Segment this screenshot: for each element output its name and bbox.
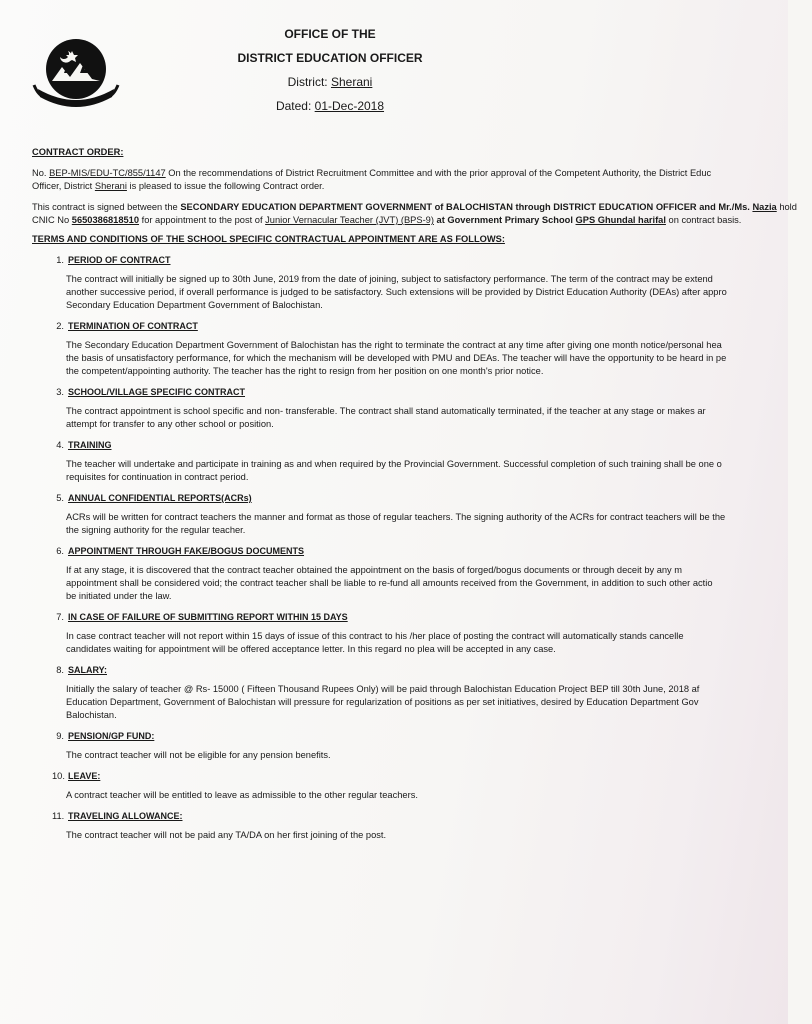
term-section [32,545,812,603]
term-section-title: SCHOOL/VILLAGE SPECIFIC CONTRACT [68,387,246,397]
header-line-office: OFFICE OF THE [284,27,376,41]
term-section [32,770,812,802]
header-dated: Dated: 01-Dec-2018 [275,99,385,113]
term-section-line: another successive period, if overall performance is judged to be satisfactory. Such extensions will be provided by District Education Authority (DEAs) after appro [66,287,727,297]
term-section [32,320,812,378]
header-line-deo: DISTRICT EDUCATION OFFICER [237,51,423,65]
term-section-number: 1. [56,255,64,265]
term-section-number: 10. [52,771,65,781]
term-section-line: In case contract teacher will not report within 15 days of issue of this contract to his /her place of posting the contract will automatically stands cancelle [66,631,684,641]
term-section-title: APPOINTMENT THROUGH FAKE/BOGUS DOCUMENTS [68,546,305,556]
contract-order-paragraph-2: This contract is signed between the SECONDARY EDUCATION DEPARTMENT GOVERNMENT of BALOCHISTAN through DISTRICT EDUCATION OFFICER and Mr./Ms. Nazia hold CNIC No 5650386818510 for appointment to the post of Junior Vernacular Teacher (JVT) (BPS-9) at Government Primary School GPS Ghundal harifal on contract basis. [32,202,797,225]
term-section-heading [52,770,812,783]
term-section [32,810,812,842]
term-section-body [52,789,812,802]
term-section-title: ANNUAL CONFIDENTIAL REPORTS(ACRs) [68,493,252,503]
term-section [32,386,812,431]
term-section [32,254,812,312]
term-section-title: IN CASE OF FAILURE OF SUBMITTING REPORT WITHIN 15 DAYS [68,612,348,622]
term-section-body [52,683,812,722]
term-section-line: attempt for transfer to any other school or position. [66,419,274,429]
term-section-number: 9. [56,731,64,741]
terms-sections [32,254,812,842]
district-value: Sherani [330,75,373,89]
term-section-line: Initially the salary of teacher @ Rs- 15000 ( Fifteen Thousand Rupees Only) will be paid through Balochistan Education Project BEP till 30th June, 2018 af [66,684,700,694]
term-section-title: TRAVELING ALLOWANCE: [68,811,183,821]
terms-title: TERMS AND CONDITIONS OF THE SCHOOL SPECIFIC CONTRACTUAL APPOINTMENT ARE AS FOLLOWS: [32,234,505,244]
term-section-line: Balochistan. [66,710,117,720]
term-section-line: The teacher will undertake and participate in training as and when required by the Provincial Government. Successful completion of such training shall be one o [66,459,722,469]
term-section-line: ACRs will be written for contract teachers the manner and format as those of regular teachers. The signing authority of the ACRs for contract teachers will be the [66,512,726,522]
term-section-number: 5. [56,493,64,503]
term-section [32,664,812,722]
term-section-line: The contract teacher will not be eligible for any pension benefits. [66,750,331,760]
term-section-line: candidates waiting for appointment will be offered acceptance letter. In this regard no plea will be accepted in any case. [66,644,556,654]
term-section-number: 2. [56,321,64,331]
term-section-line: requisites for continuation in contract period. [66,472,249,482]
term-section-heading [52,810,812,823]
term-section-heading [52,492,812,505]
term-section-heading [52,611,812,624]
term-section-line: the competent/appointing authority. The teacher has the right to resign from her position on one month's prior notice. [66,366,544,376]
term-section-line: A contract teacher will be entitled to leave as admissible to the other regular teachers. [66,790,418,800]
cnic-number: 5650386818510 [71,215,140,225]
term-section [32,611,812,656]
term-section-line: The contract teacher will not be paid any TA/DA on her first joining of the post. [66,830,387,840]
term-section [32,492,812,537]
term-section-line: Education Department, Government of Balochistan will pressure for regularization of positions as per set initiatives, desired by Education Department Gov [66,697,699,707]
school-name: GPS Ghundal harifal [575,215,666,225]
term-section-title: TERMINATION OF CONTRACT [68,321,198,331]
term-section-body [52,458,812,484]
term-section-body [52,749,812,762]
term-section-line: The Secondary Education Department Government of Balochistan has the right to terminate the contract at any time after giving one month notice/personal hea [66,340,722,350]
term-section [32,730,812,762]
balochistan-emblem-logo [30,33,122,113]
term-section-line: appointment shall be considered void; the contract teacher shall be liable to re-fund all amounts received from the Government, in addition to such other actio [66,578,713,588]
term-section-title: TRAINING [68,440,112,450]
term-section-number: 7. [56,612,64,622]
term-section-body [52,339,812,378]
term-section-heading [52,254,812,267]
term-section-heading [52,545,812,558]
term-section-line: Secondary Education Department Government of Balochistan. [66,300,323,310]
term-section-body [52,273,812,312]
dated-value: 01-Dec-2018 [314,99,385,113]
term-section-number: 11. [52,811,65,821]
term-section-heading [52,320,812,333]
term-section-title: LEAVE: [68,771,101,781]
office-header [200,22,460,118]
term-section-title: PERIOD OF CONTRACT [68,255,171,265]
term-section-title: PENSION/GP FUND: [68,731,155,741]
term-section-number: 8. [56,665,64,675]
term-section-line: the basis of unsatisfactory performance, for which the mechanism will be developed with PMU and DEAs. The teacher will have the opportunity to be heard in pe [66,353,727,363]
order-number: BEP-MIS/EDU-TC/855/1147 [49,168,166,178]
term-section [32,439,812,484]
term-section-number: 4. [56,440,64,450]
header-district: District: Sherani [287,75,373,89]
term-section-line: The contract appointment is school specific and non- transferable. The contract shall stand automatically terminated, if the teacher at any stage or makes ar [66,406,706,416]
contract-order-paragraph-1: No. BEP-MIS/EDU-TC/855/1147 On the recommendations of District Recruitment Committee and with the prior approval of the Competent Authority, the District Educ Officer, District Sherani is pleased to issue the following Contract order. [32,168,712,191]
term-section-line: be initiated under the law. [66,591,172,601]
term-section-heading [52,439,812,452]
contract-order-title: CONTRACT ORDER: [32,147,124,157]
term-section-title: SALARY: [68,665,107,675]
term-section-heading [52,386,812,399]
teacher-name: Nazia [752,202,777,212]
term-section-heading [52,664,812,677]
term-section-heading [52,730,812,743]
term-section-body [52,630,812,656]
term-section-body [52,405,812,431]
term-section-line: If at any stage, it is discovered that the contract teacher obtained the appointment on the basis of forged/bogus documents or through deceit by any m [66,565,683,575]
term-section-body [52,829,812,842]
term-section-line: the signing authority for the regular teacher. [66,525,246,535]
post-title: Junior Vernacular Teacher (JVT) (BPS-9) [265,215,434,225]
term-section-number: 6. [56,546,64,556]
document-body [32,146,812,842]
term-section-number: 3. [56,387,64,397]
term-section-body [52,564,812,603]
term-section-body [52,511,812,537]
term-section-line: The contract will initially be signed up to 30th June, 2019 from the date of joining, subject to satisfactory performance. The term of the contract may be extend [66,274,713,284]
